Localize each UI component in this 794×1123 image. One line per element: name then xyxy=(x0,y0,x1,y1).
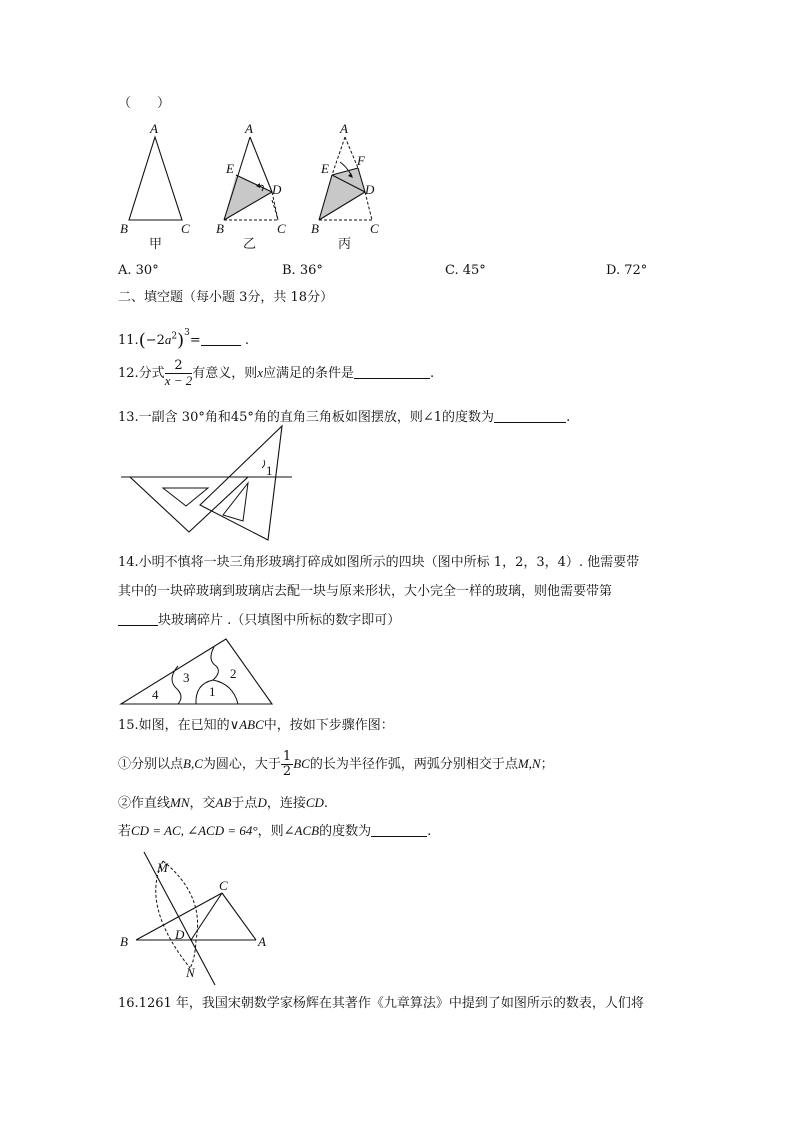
glass-piece-2: 2 xyxy=(230,666,237,681)
fig15-label-B: B xyxy=(120,934,128,949)
q15-step1g: ； xyxy=(540,757,554,772)
q15-step2e: 于点 xyxy=(231,796,258,811)
q12-numerator: 2 xyxy=(165,359,193,374)
bing-label-F: F xyxy=(357,153,365,168)
glass-piece-4: 4 xyxy=(152,687,159,702)
fig15-label-A: A xyxy=(258,934,266,949)
q15-step2h: CD xyxy=(305,795,324,810)
q15-cond-f: . xyxy=(427,824,432,839)
yi-label-B: B xyxy=(216,221,224,236)
q15-step1e: 的长为半径作弧，两弧分别相交于点 xyxy=(309,757,518,772)
yi-label-C: C xyxy=(277,221,286,236)
yi-label-E: E xyxy=(226,161,234,176)
bing-label-A: A xyxy=(340,121,348,136)
question-paren: （ ） xyxy=(118,96,171,111)
bing-label-E: E xyxy=(321,161,329,176)
fig15-label-N: N xyxy=(186,965,195,980)
option-b: B. 36° xyxy=(282,263,323,278)
section-title: 二、填空题（每小题 3分，共 18分） xyxy=(118,290,334,305)
question-16: 16.1261 年，我国宋朝数学家杨辉在其著作《九章算法》中提到了如图所示的数表，人们将 xyxy=(118,996,644,1011)
jia-caption: 甲 xyxy=(149,236,163,251)
q13-angle-label: 1 xyxy=(266,463,273,478)
bing-label-C: C xyxy=(370,221,379,236)
q11-exp-inner: 2 xyxy=(171,331,178,342)
question-14-line2: 其中的一块碎玻璃到玻璃店去配一块与原来形状，大小完全一样的玻璃，则他需要带第 xyxy=(118,584,613,599)
yi-label-A: A xyxy=(245,121,253,136)
q15-cond-e: 的度数为 xyxy=(319,824,372,839)
q15-step1d: BC xyxy=(293,756,310,771)
q15-step2c: ，交 xyxy=(189,796,216,811)
q15-step2g: ，连接 xyxy=(266,796,306,811)
fig15-label-M: M xyxy=(157,860,168,875)
q15-half-num: 1 xyxy=(282,749,292,764)
q14-line3-text: 块玻璃碎片 .（只填图中所标的数字即可） xyxy=(158,613,401,628)
q11-base: −2 xyxy=(145,333,165,348)
q15-cond-c: ，则∠ xyxy=(257,824,295,839)
q11-eq: = xyxy=(189,333,201,348)
question-14-line1: 14.小明不慎将一块三角形玻璃打碎成如图所示的四块（图中所标 1，2，3，4）. 他需要带 xyxy=(118,555,640,570)
q13-end: . xyxy=(566,410,571,425)
yi-label-D: D xyxy=(272,182,282,197)
q15-cond-d: ACB xyxy=(294,823,320,838)
jia-label-C: C xyxy=(181,221,190,236)
q12-prefix: 12.分式 xyxy=(118,366,165,381)
q15-half-den: 2 xyxy=(282,764,292,779)
jia-label-B: B xyxy=(120,221,128,236)
option-d: D. 72° xyxy=(606,263,648,278)
q15-cond-b: CD = AC, ∠ACD = 64° xyxy=(131,823,258,838)
q15-line1a: 15.如图，在已知的 xyxy=(118,718,230,733)
q15-step2a: ②作直线 xyxy=(118,796,171,811)
bing-label-D: D xyxy=(365,182,375,197)
q15-line1b: ABC xyxy=(239,717,264,732)
q15-step1c: 为圆心，大于 xyxy=(202,757,281,772)
bing-caption: 丙 xyxy=(338,236,352,251)
q15-step2b: MN xyxy=(170,795,190,810)
q12-text: 有意义，则 xyxy=(192,366,258,381)
question-11: $11.(-2a^2)^3=$ . xyxy=(118,328,250,351)
glass-piece-1: 1 xyxy=(209,684,216,699)
q12-var: x xyxy=(257,365,264,380)
bing-label-B: B xyxy=(311,221,319,236)
q12-text2: 应满足的条件是 xyxy=(263,366,355,381)
q11-exp-outer: 3 xyxy=(184,328,190,338)
q15-step2f: D xyxy=(257,795,267,810)
jia-label-A: A xyxy=(150,121,158,136)
option-a: A. 30° xyxy=(118,263,159,278)
q15-line1c: 中，按如下步骤作图： xyxy=(263,718,394,733)
q12-end: . xyxy=(430,366,435,381)
option-c: C. 45° xyxy=(445,263,486,278)
yi-caption: 乙 xyxy=(243,236,257,251)
q11-var: a xyxy=(164,332,172,347)
q13-text: 13.一副含 30°角和45°角的直角三角板如图摆放，则∠1的度数为 xyxy=(118,410,495,425)
q15-cond-a: 若 xyxy=(118,824,132,839)
q11-prefix: 11. xyxy=(118,333,139,348)
fig15-label-D: D xyxy=(175,927,185,942)
q15-step2i: . xyxy=(323,796,329,811)
triangle-symbol: ∨ xyxy=(229,718,240,733)
q15-step2d: AB xyxy=(215,795,232,810)
q15-step1a: ①分别以点 xyxy=(118,757,184,772)
q12-denominator: x − 2 xyxy=(164,373,193,388)
q15-step1f: M,N xyxy=(517,756,541,771)
glass-piece-3: 3 xyxy=(183,670,190,685)
fig15-label-C: C xyxy=(219,878,228,893)
q15-step1b: B,C xyxy=(183,756,203,771)
